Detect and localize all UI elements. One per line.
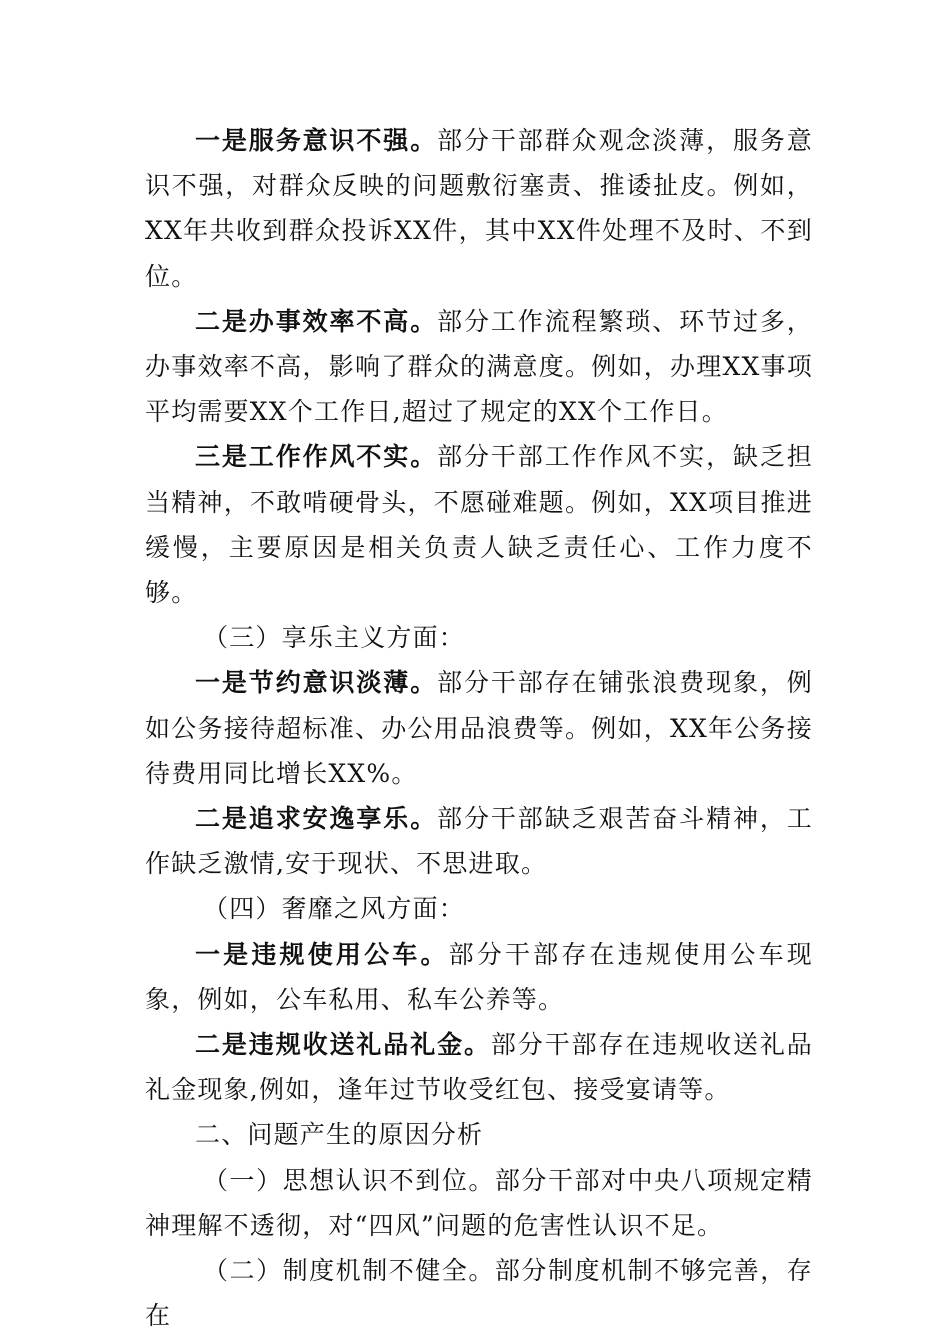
paragraph-text: 部分干部缺乏艰苦奋斗精神，工作缺乏激情,安于现状、不思进取。 xyxy=(145,804,813,879)
section-heading-extravagance: （四）奢靡之风方面： xyxy=(203,894,466,924)
section-heading-hedonism: （三）享乐主义方面： xyxy=(203,623,466,653)
paragraph-efficiency xyxy=(145,299,813,435)
paragraph-text: 部分干部存在违规使用公车现象，例如，公车私用、私车公养等。 xyxy=(145,939,813,1014)
paragraph-work-style xyxy=(145,434,813,615)
paragraph-text: 部分工作流程繁琐、环节过多，办事效率不高，影响了群众的满意度。例如，办理XX事项平均需要XX个工作日,超过了规定的XX个工作日。 xyxy=(145,306,813,427)
paragraph-lead: 一是违规使用公车。 xyxy=(195,939,449,969)
paragraph-comfort xyxy=(145,796,813,886)
paragraph-text: 部分干部存在铺张浪费现象，例如公务接待超标准、办公用品浪费等。例如，XX年公务接待费用同比增长XX%。 xyxy=(145,668,813,788)
paragraph-lead: 一是节约意识淡薄。 xyxy=(195,668,438,698)
paragraph-gifts xyxy=(145,1022,813,1112)
paragraph-ideological-awareness: （一）思想认识不到位。部分干部对中央八项规定精神理解不透彻，对“四风”问题的危害性认识不足。 xyxy=(145,1165,813,1240)
paragraph-lead: 三是工作作风不实。 xyxy=(195,442,438,472)
document-body xyxy=(145,118,813,1338)
paragraph-service-awareness xyxy=(145,118,813,299)
paragraph-text: 部分干部工作作风不实，缺乏担当精神，不敢啃硬骨头，不愿碰难题。例如，XX项目推进缓慢，主要原因是相关负责人缺乏责任心、工作力度不够。 xyxy=(145,442,813,608)
paragraph-institutional-mechanism: （二）制度机制不健全。部分制度机制不够完善，存在 xyxy=(145,1256,813,1331)
part-heading-cause-analysis: 二、问题产生的原因分析 xyxy=(195,1120,484,1150)
paragraph-text: 部分干部群众观念淡薄，服务意识不强，对群众反映的问题敷衍塞责、推诿扯皮。例如，XX年共收到群众投诉XX件，其中XX件处理不及时、不到位。 xyxy=(145,126,813,291)
paragraph-lead: 二是追求安逸享乐。 xyxy=(195,804,438,834)
paragraph-lead: 二是办事效率不高。 xyxy=(195,306,438,336)
paragraph-lead: 一是服务意识不强。 xyxy=(195,126,438,155)
paragraph-official-cars xyxy=(145,932,813,1022)
paragraph-lead: 二是违规收送礼品礼金。 xyxy=(195,1030,491,1060)
paragraph-text: 部分干部存在违规收送礼品礼金现象,例如，逢年过节收受红包、接受宴请等。 xyxy=(145,1030,814,1105)
paragraph-thrift xyxy=(145,660,813,796)
